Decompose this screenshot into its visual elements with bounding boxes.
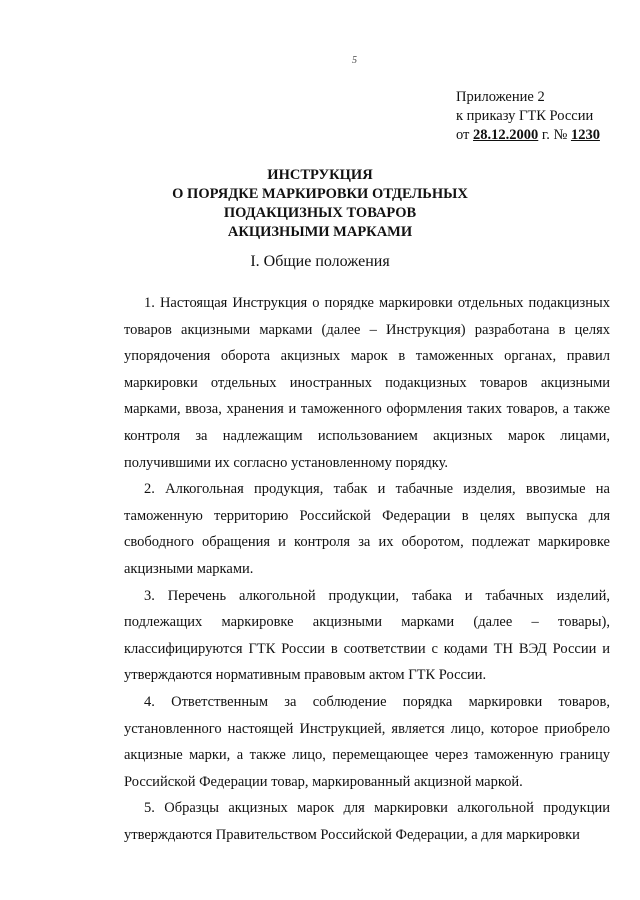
paragraph-1: 1. Настоящая Инструкция о порядке маркировки отдельных подакцизных товаров акцизными марками (далее – Инструкция) разработана в целях упорядочения оборота акцизных марок в таможенных органах, правил маркировки отдельных иностранных подакцизных товаров акцизными марками, ввоза, хранения и таможенного оформления таких товаров, а также контроля за надлежащим использованием акцизных марок лицами, получившими их согласно установленному порядку. — [124, 295, 610, 471]
section-title: I. Общие положения — [250, 253, 390, 270]
page-number: 5 — [352, 55, 357, 66]
title-line-2: О ПОРЯДКЕ МАРКИРОВКИ ОТДЕЛЬНЫХ — [172, 186, 468, 202]
document-title — [0, 166, 640, 242]
order-number: 1230 — [570, 127, 600, 143]
paragraph-5: 5. Образцы акцизных марок для маркировки алкогольной продукции утверждаются Правительством Российской Федерации, а для маркировки — [124, 800, 610, 843]
appendix-prefix: от — [456, 127, 474, 143]
document-body — [124, 290, 610, 848]
appendix-line-3 — [456, 126, 600, 145]
title-line-1: ИНСТРУКЦИЯ — [267, 167, 373, 183]
appendix-line-2: к приказу ГТК России — [456, 108, 594, 124]
appendix-block — [456, 88, 600, 145]
order-date: 28.12.2000 — [473, 127, 539, 143]
title-line-3: ПОДАКЦИЗНЫХ ТОВАРОВ — [223, 205, 417, 221]
title-line-4: АКЦИЗНЫМИ МАРКАМИ — [227, 224, 413, 240]
paragraph-3: 3. Перечень алкогольной продукции, табака и табачных изделий, подлежащих маркировке акцизными марками (далее – товары), классифицируются ГТК России в соответствии с кодами ТН ВЭД России и утверждаются нормативным правовым актом ГТК России. — [124, 587, 610, 684]
appendix-line-1: Приложение 2 — [456, 89, 545, 105]
appendix-mid: г. № — [538, 127, 571, 143]
paragraph-2: 2. Алкогольная продукция, табак и табачные изделия, ввозимые на таможенную территорию Российской Федерации в целях выпуска для свободного обращения и контроля за их оборотом, подлежат маркировке акцизными марками. — [124, 481, 610, 577]
paragraph-4: 4. Ответственным за соблюдение порядка маркировки товаров, установленного настоящей Инструкцией, является лицо, которое приобрело акцизные марки, а также лицо, перемещающее через таможенную границу Российской Федерации товар, маркированный акцизной маркой. — [124, 693, 610, 790]
